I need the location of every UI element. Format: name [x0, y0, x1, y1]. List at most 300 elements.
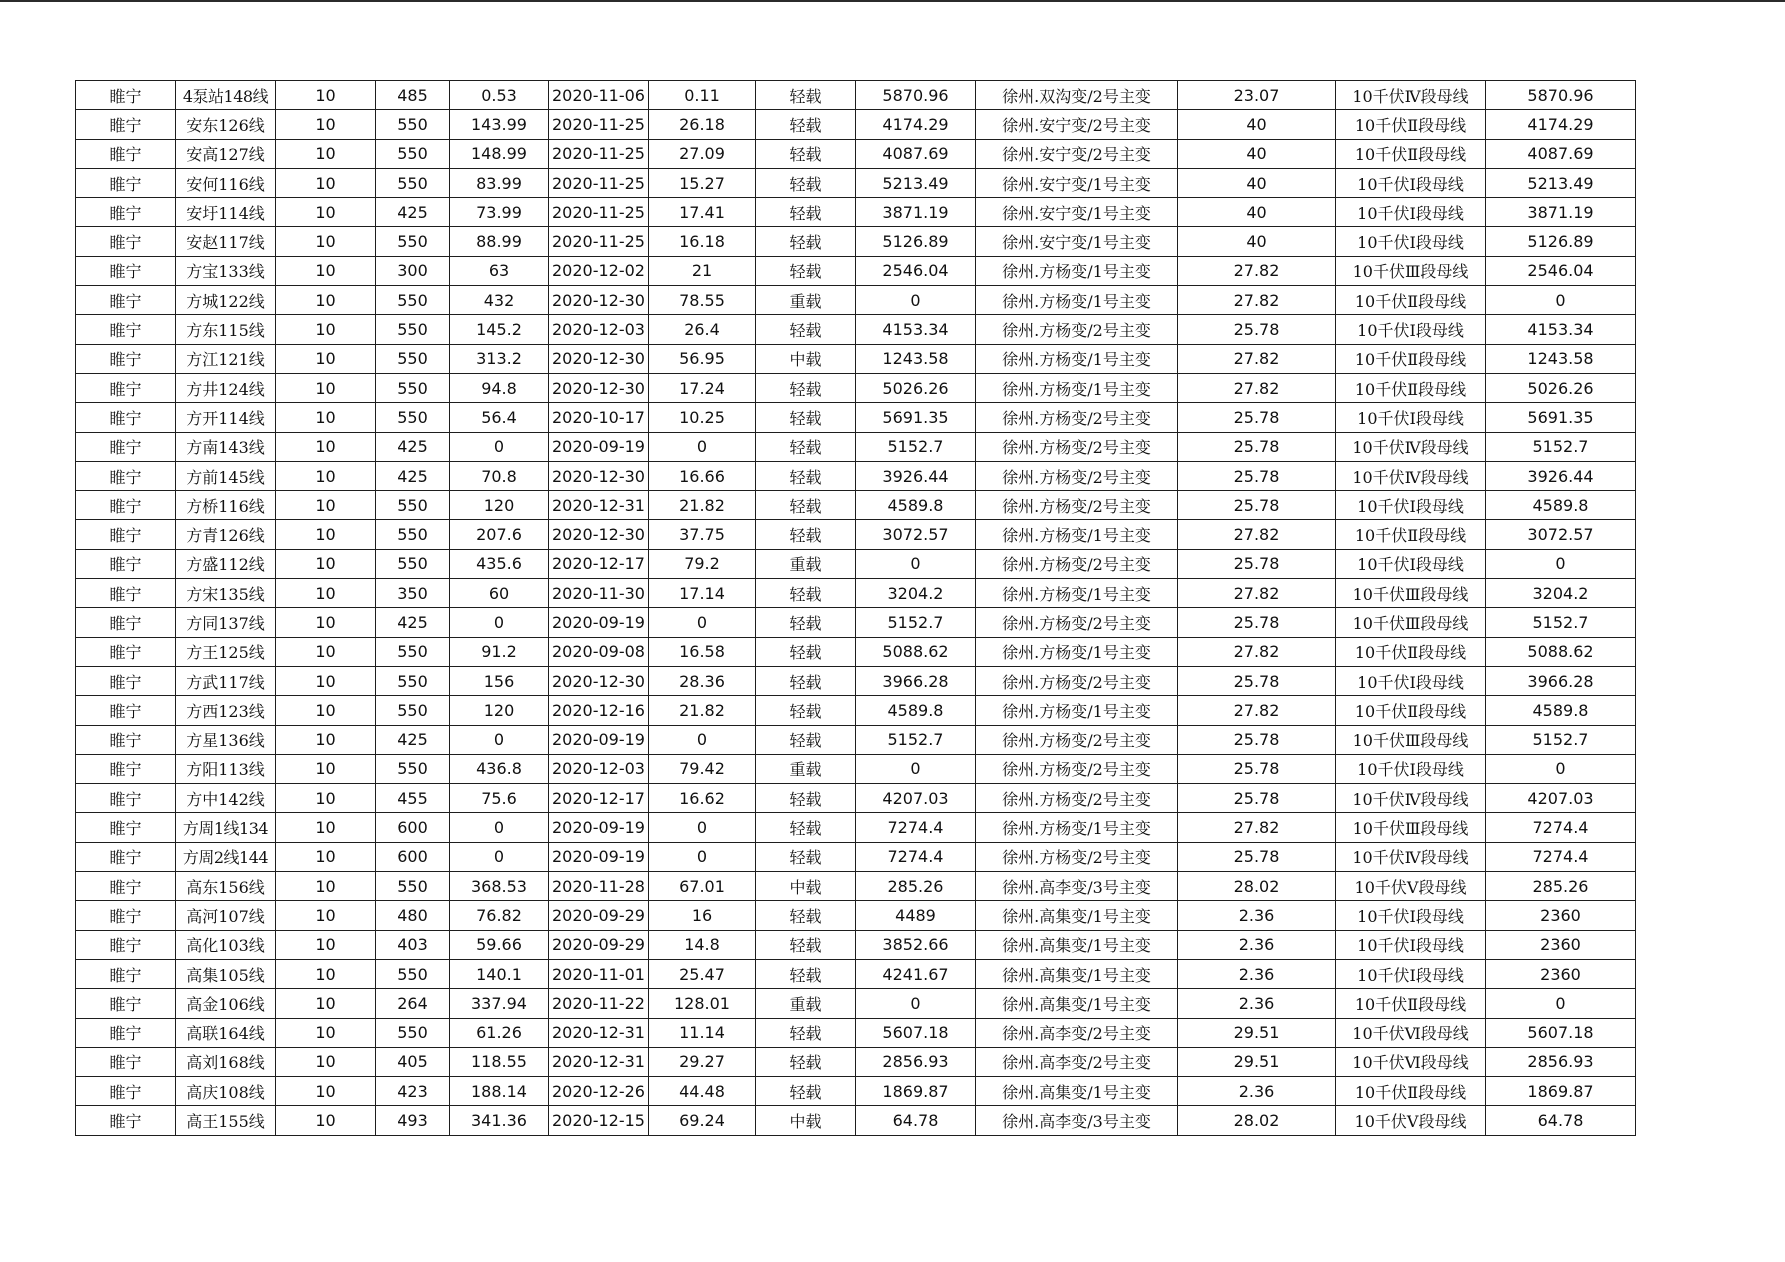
remaining-capacity-cell: 3072.57	[1486, 520, 1636, 549]
load-status-cell: 轻载	[756, 959, 856, 988]
transformer-load-cell: 25.78	[1178, 549, 1336, 578]
remaining-capacity-cell: 4174.29	[1486, 110, 1636, 139]
transformer-cell: 徐州.方杨变/1号主变	[976, 696, 1178, 725]
table-row	[76, 725, 1636, 754]
county-cell: 睢宁	[76, 1077, 176, 1106]
line-name-cell: 方西123线	[176, 696, 276, 725]
date-cell: 2020-09-19	[549, 608, 649, 637]
table-row	[76, 696, 1636, 725]
max-load-cell: 436.8	[450, 754, 549, 783]
county-cell: 睢宁	[76, 959, 176, 988]
voltage-cell: 10	[276, 842, 376, 871]
load-rate-cell: 16.18	[649, 227, 756, 256]
capacity-cell: 264	[376, 989, 450, 1018]
county-cell: 睢宁	[76, 813, 176, 842]
bus-section-cell: 10千伏Ⅱ段母线	[1336, 373, 1486, 402]
bus-section-cell: 10千伏Ⅱ段母线	[1336, 637, 1486, 666]
transformer-cell: 徐州.高集变/1号主变	[976, 1077, 1178, 1106]
remaining-capacity-cell: 5152.7	[1486, 432, 1636, 461]
table-row	[76, 666, 1636, 695]
capacity-cell: 550	[376, 403, 450, 432]
bus-section-cell: 10千伏Ⅳ段母线	[1336, 784, 1486, 813]
line-name-cell: 方周1线134	[176, 813, 276, 842]
load-status-cell: 重载	[756, 754, 856, 783]
max-load-cell: 0	[450, 725, 549, 754]
line-name-cell: 高联164线	[176, 1018, 276, 1047]
line-name-cell: 方青126线	[176, 520, 276, 549]
remaining-capacity-cell: 1869.87	[1486, 1077, 1636, 1106]
load-rate-cell: 10.25	[649, 403, 756, 432]
date-cell: 2020-11-01	[549, 959, 649, 988]
table-row	[76, 549, 1636, 578]
remaining-capacity-cell: 4153.34	[1486, 315, 1636, 344]
load-rate-cell: 0	[649, 432, 756, 461]
line-name-cell: 方中142线	[176, 784, 276, 813]
transformer-load-cell: 40	[1178, 110, 1336, 139]
capacity-cell: 350	[376, 579, 450, 608]
capacity-cell: 550	[376, 286, 450, 315]
bus-section-cell: 10千伏Ⅵ段母线	[1336, 1018, 1486, 1047]
date-cell: 2020-09-29	[549, 930, 649, 959]
bus-section-cell: 10千伏Ⅰ段母线	[1336, 754, 1486, 783]
transformer-cell: 徐州.高集变/1号主变	[976, 959, 1178, 988]
bus-section-cell: 10千伏Ⅲ段母线	[1336, 813, 1486, 842]
transformer-load-cell: 40	[1178, 227, 1336, 256]
transformer-load-cell: 28.02	[1178, 1106, 1336, 1135]
county-cell: 睢宁	[76, 842, 176, 871]
available-capacity-cell: 5126.89	[856, 227, 976, 256]
transformer-load-cell: 25.78	[1178, 725, 1336, 754]
table-row	[76, 1047, 1636, 1076]
load-status-cell: 轻载	[756, 461, 856, 490]
load-rate-cell: 17.14	[649, 579, 756, 608]
load-status-cell: 轻载	[756, 1047, 856, 1076]
capacity-cell: 403	[376, 930, 450, 959]
table-row	[76, 813, 1636, 842]
line-name-cell: 高河107线	[176, 901, 276, 930]
county-cell: 睢宁	[76, 930, 176, 959]
capacity-cell: 485	[376, 81, 450, 110]
county-cell: 睢宁	[76, 1106, 176, 1135]
load-status-cell: 轻载	[756, 403, 856, 432]
max-load-cell: 207.6	[450, 520, 549, 549]
load-rate-cell: 79.2	[649, 549, 756, 578]
bus-section-cell: 10千伏Ⅳ段母线	[1336, 842, 1486, 871]
table-row	[76, 110, 1636, 139]
transformer-load-cell: 25.78	[1178, 842, 1336, 871]
capacity-cell: 425	[376, 725, 450, 754]
table-row	[76, 520, 1636, 549]
max-load-cell: 0	[450, 842, 549, 871]
load-status-cell: 中载	[756, 344, 856, 373]
available-capacity-cell: 2856.93	[856, 1047, 976, 1076]
table-row	[76, 403, 1636, 432]
bus-section-cell: 10千伏Ⅱ段母线	[1336, 520, 1486, 549]
voltage-cell: 10	[276, 813, 376, 842]
capacity-cell: 493	[376, 1106, 450, 1135]
table-row	[76, 432, 1636, 461]
remaining-capacity-cell: 2856.93	[1486, 1047, 1636, 1076]
load-status-cell: 重载	[756, 989, 856, 1018]
county-cell: 睢宁	[76, 110, 176, 139]
max-load-cell: 140.1	[450, 959, 549, 988]
available-capacity-cell: 0	[856, 989, 976, 1018]
table-row	[76, 842, 1636, 871]
line-name-cell: 方城122线	[176, 286, 276, 315]
voltage-cell: 10	[276, 256, 376, 285]
transformer-cell: 徐州.方杨变/1号主变	[976, 520, 1178, 549]
table-row	[76, 1106, 1636, 1135]
max-load-cell: 73.99	[450, 198, 549, 227]
available-capacity-cell: 4153.34	[856, 315, 976, 344]
load-rate-cell: 16	[649, 901, 756, 930]
transformer-load-cell: 2.36	[1178, 989, 1336, 1018]
remaining-capacity-cell: 1243.58	[1486, 344, 1636, 373]
load-status-cell: 中载	[756, 1106, 856, 1135]
available-capacity-cell: 4241.67	[856, 959, 976, 988]
table-row	[76, 872, 1636, 901]
feeder-load-table	[75, 80, 1636, 1136]
available-capacity-cell: 5213.49	[856, 168, 976, 197]
voltage-cell: 10	[276, 754, 376, 783]
voltage-cell: 10	[276, 696, 376, 725]
transformer-cell: 徐州.方杨变/2号主变	[976, 491, 1178, 520]
date-cell: 2020-11-25	[549, 227, 649, 256]
voltage-cell: 10	[276, 139, 376, 168]
transformer-cell: 徐州.方杨变/2号主变	[976, 725, 1178, 754]
county-cell: 睢宁	[76, 168, 176, 197]
table-row	[76, 579, 1636, 608]
county-cell: 睢宁	[76, 989, 176, 1018]
voltage-cell: 10	[276, 403, 376, 432]
line-name-cell: 方江121线	[176, 344, 276, 373]
line-name-cell: 方王125线	[176, 637, 276, 666]
load-status-cell: 中载	[756, 872, 856, 901]
max-load-cell: 0	[450, 608, 549, 637]
transformer-cell: 徐州.方杨变/2号主变	[976, 432, 1178, 461]
voltage-cell: 10	[276, 637, 376, 666]
load-rate-cell: 26.18	[649, 110, 756, 139]
available-capacity-cell: 5152.7	[856, 432, 976, 461]
load-rate-cell: 0.11	[649, 81, 756, 110]
bus-section-cell: 10千伏Ⅰ段母线	[1336, 549, 1486, 578]
max-load-cell: 60	[450, 579, 549, 608]
voltage-cell: 10	[276, 666, 376, 695]
transformer-cell: 徐州.方杨变/2号主变	[976, 549, 1178, 578]
available-capacity-cell: 3966.28	[856, 666, 976, 695]
capacity-cell: 550	[376, 344, 450, 373]
line-name-cell: 高刘168线	[176, 1047, 276, 1076]
voltage-cell: 10	[276, 872, 376, 901]
bus-section-cell: 10千伏Ⅱ段母线	[1336, 696, 1486, 725]
transformer-cell: 徐州.方杨变/2号主变	[976, 754, 1178, 783]
transformer-load-cell: 25.78	[1178, 461, 1336, 490]
county-cell: 睢宁	[76, 872, 176, 901]
county-cell: 睢宁	[76, 784, 176, 813]
transformer-cell: 徐州.方杨变/1号主变	[976, 344, 1178, 373]
transformer-cell: 徐州.高集变/1号主变	[976, 930, 1178, 959]
bus-section-cell: 10千伏Ⅴ段母线	[1336, 1106, 1486, 1135]
county-cell: 睢宁	[76, 315, 176, 344]
date-cell: 2020-09-19	[549, 432, 649, 461]
bus-section-cell: 10千伏Ⅲ段母线	[1336, 256, 1486, 285]
transformer-load-cell: 27.82	[1178, 373, 1336, 402]
max-load-cell: 368.53	[450, 872, 549, 901]
remaining-capacity-cell: 0	[1486, 286, 1636, 315]
max-load-cell: 59.66	[450, 930, 549, 959]
available-capacity-cell: 64.78	[856, 1106, 976, 1135]
table-row	[76, 198, 1636, 227]
bus-section-cell: 10千伏Ⅰ段母线	[1336, 227, 1486, 256]
date-cell: 2020-12-30	[549, 666, 649, 695]
transformer-cell: 徐州.方杨变/1号主变	[976, 256, 1178, 285]
top-rule	[0, 0, 1785, 2]
transformer-cell: 徐州.方杨变/1号主变	[976, 637, 1178, 666]
county-cell: 睢宁	[76, 520, 176, 549]
capacity-cell: 550	[376, 959, 450, 988]
load-status-cell: 轻载	[756, 168, 856, 197]
capacity-cell: 600	[376, 842, 450, 871]
available-capacity-cell: 4174.29	[856, 110, 976, 139]
voltage-cell: 10	[276, 227, 376, 256]
line-name-cell: 高庆108线	[176, 1077, 276, 1106]
remaining-capacity-cell: 5870.96	[1486, 81, 1636, 110]
date-cell: 2020-11-06	[549, 81, 649, 110]
capacity-cell: 455	[376, 784, 450, 813]
bus-section-cell: 10千伏Ⅰ段母线	[1336, 315, 1486, 344]
remaining-capacity-cell: 5691.35	[1486, 403, 1636, 432]
table-row	[76, 139, 1636, 168]
capacity-cell: 405	[376, 1047, 450, 1076]
max-load-cell: 56.4	[450, 403, 549, 432]
remaining-capacity-cell: 5152.7	[1486, 725, 1636, 754]
transformer-load-cell: 27.82	[1178, 579, 1336, 608]
load-rate-cell: 67.01	[649, 872, 756, 901]
load-rate-cell: 37.75	[649, 520, 756, 549]
load-status-cell: 轻载	[756, 139, 856, 168]
transformer-cell: 徐州.方杨变/1号主变	[976, 286, 1178, 315]
bus-section-cell: 10千伏Ⅰ段母线	[1336, 901, 1486, 930]
load-rate-cell: 15.27	[649, 168, 756, 197]
voltage-cell: 10	[276, 373, 376, 402]
load-status-cell: 轻载	[756, 198, 856, 227]
transformer-load-cell: 2.36	[1178, 901, 1336, 930]
available-capacity-cell: 3926.44	[856, 461, 976, 490]
county-cell: 睢宁	[76, 286, 176, 315]
table-row	[76, 373, 1636, 402]
county-cell: 睢宁	[76, 256, 176, 285]
remaining-capacity-cell: 2360	[1486, 959, 1636, 988]
capacity-cell: 550	[376, 227, 450, 256]
capacity-cell: 550	[376, 549, 450, 578]
bus-section-cell: 10千伏Ⅲ段母线	[1336, 579, 1486, 608]
transformer-load-cell: 25.78	[1178, 315, 1336, 344]
table-row	[76, 461, 1636, 490]
county-cell: 睢宁	[76, 608, 176, 637]
table-row	[76, 989, 1636, 1018]
bus-section-cell: 10千伏Ⅱ段母线	[1336, 344, 1486, 373]
load-status-cell: 重载	[756, 286, 856, 315]
load-status-cell: 轻载	[756, 373, 856, 402]
table-row	[76, 491, 1636, 520]
remaining-capacity-cell: 7274.4	[1486, 842, 1636, 871]
remaining-capacity-cell: 0	[1486, 754, 1636, 783]
bus-section-cell: 10千伏Ⅰ段母线	[1336, 959, 1486, 988]
table-row	[76, 608, 1636, 637]
date-cell: 2020-09-19	[549, 813, 649, 842]
voltage-cell: 10	[276, 491, 376, 520]
load-status-cell: 轻载	[756, 637, 856, 666]
max-load-cell: 188.14	[450, 1077, 549, 1106]
available-capacity-cell: 7274.4	[856, 813, 976, 842]
line-name-cell: 方前145线	[176, 461, 276, 490]
line-name-cell: 方同137线	[176, 608, 276, 637]
transformer-load-cell: 29.51	[1178, 1047, 1336, 1076]
date-cell: 2020-12-03	[549, 315, 649, 344]
remaining-capacity-cell: 5026.26	[1486, 373, 1636, 402]
load-rate-cell: 56.95	[649, 344, 756, 373]
line-name-cell: 安东126线	[176, 110, 276, 139]
transformer-cell: 徐州.方杨变/1号主变	[976, 813, 1178, 842]
transformer-load-cell: 2.36	[1178, 959, 1336, 988]
max-load-cell: 88.99	[450, 227, 549, 256]
load-rate-cell: 0	[649, 608, 756, 637]
table-body	[76, 81, 1636, 1136]
remaining-capacity-cell: 4589.8	[1486, 491, 1636, 520]
max-load-cell: 91.2	[450, 637, 549, 666]
voltage-cell: 10	[276, 725, 376, 754]
remaining-capacity-cell: 5152.7	[1486, 608, 1636, 637]
capacity-cell: 425	[376, 608, 450, 637]
max-load-cell: 61.26	[450, 1018, 549, 1047]
date-cell: 2020-10-17	[549, 403, 649, 432]
transformer-load-cell: 27.82	[1178, 520, 1336, 549]
remaining-capacity-cell: 5607.18	[1486, 1018, 1636, 1047]
voltage-cell: 10	[276, 461, 376, 490]
line-name-cell: 方开114线	[176, 403, 276, 432]
remaining-capacity-cell: 4207.03	[1486, 784, 1636, 813]
table-row	[76, 1018, 1636, 1047]
capacity-cell: 550	[376, 696, 450, 725]
remaining-capacity-cell: 3204.2	[1486, 579, 1636, 608]
county-cell: 睢宁	[76, 344, 176, 373]
transformer-cell: 徐州.安宁变/1号主变	[976, 227, 1178, 256]
capacity-cell: 425	[376, 198, 450, 227]
max-load-cell: 76.82	[450, 901, 549, 930]
line-name-cell: 方阳113线	[176, 754, 276, 783]
line-name-cell: 高东156线	[176, 872, 276, 901]
transformer-load-cell: 40	[1178, 168, 1336, 197]
voltage-cell: 10	[276, 784, 376, 813]
date-cell: 2020-11-28	[549, 872, 649, 901]
load-rate-cell: 16.66	[649, 461, 756, 490]
transformer-load-cell: 25.78	[1178, 666, 1336, 695]
bus-section-cell: 10千伏Ⅰ段母线	[1336, 168, 1486, 197]
voltage-cell: 10	[276, 1077, 376, 1106]
available-capacity-cell: 5088.62	[856, 637, 976, 666]
transformer-load-cell: 2.36	[1178, 930, 1336, 959]
max-load-cell: 94.8	[450, 373, 549, 402]
load-status-cell: 轻载	[756, 227, 856, 256]
date-cell: 2020-12-31	[549, 1047, 649, 1076]
voltage-cell: 10	[276, 432, 376, 461]
line-name-cell: 方东115线	[176, 315, 276, 344]
load-rate-cell: 78.55	[649, 286, 756, 315]
capacity-cell: 423	[376, 1077, 450, 1106]
remaining-capacity-cell: 64.78	[1486, 1106, 1636, 1135]
county-cell: 睢宁	[76, 901, 176, 930]
transformer-cell: 徐州.安宁变/2号主变	[976, 110, 1178, 139]
max-load-cell: 0.53	[450, 81, 549, 110]
load-status-cell: 轻载	[756, 81, 856, 110]
max-load-cell: 156	[450, 666, 549, 695]
remaining-capacity-cell: 285.26	[1486, 872, 1636, 901]
available-capacity-cell: 4489	[856, 901, 976, 930]
transformer-load-cell: 23.07	[1178, 81, 1336, 110]
available-capacity-cell: 3871.19	[856, 198, 976, 227]
load-rate-cell: 0	[649, 813, 756, 842]
table-row	[76, 286, 1636, 315]
line-name-cell: 高集105线	[176, 959, 276, 988]
date-cell: 2020-12-02	[549, 256, 649, 285]
date-cell: 2020-09-19	[549, 725, 649, 754]
max-load-cell: 145.2	[450, 315, 549, 344]
transformer-load-cell: 2.36	[1178, 1077, 1336, 1106]
remaining-capacity-cell: 0	[1486, 989, 1636, 1018]
remaining-capacity-cell: 5126.89	[1486, 227, 1636, 256]
max-load-cell: 75.6	[450, 784, 549, 813]
bus-section-cell: 10千伏Ⅱ段母线	[1336, 1077, 1486, 1106]
voltage-cell: 10	[276, 1047, 376, 1076]
remaining-capacity-cell: 4589.8	[1486, 696, 1636, 725]
date-cell: 2020-12-17	[549, 784, 649, 813]
load-status-cell: 轻载	[756, 432, 856, 461]
capacity-cell: 425	[376, 461, 450, 490]
line-name-cell: 方星136线	[176, 725, 276, 754]
line-name-cell: 安赵117线	[176, 227, 276, 256]
transformer-load-cell: 25.78	[1178, 432, 1336, 461]
transformer-load-cell: 27.82	[1178, 696, 1336, 725]
county-cell: 睢宁	[76, 637, 176, 666]
transformer-load-cell: 25.78	[1178, 403, 1336, 432]
date-cell: 2020-09-29	[549, 901, 649, 930]
capacity-cell: 300	[376, 256, 450, 285]
transformer-load-cell: 27.82	[1178, 637, 1336, 666]
county-cell: 睢宁	[76, 139, 176, 168]
date-cell: 2020-11-30	[549, 579, 649, 608]
line-name-cell: 方井124线	[176, 373, 276, 402]
bus-section-cell: 10千伏Ⅵ段母线	[1336, 1047, 1486, 1076]
voltage-cell: 10	[276, 549, 376, 578]
load-rate-cell: 16.58	[649, 637, 756, 666]
capacity-cell: 425	[376, 432, 450, 461]
transformer-cell: 徐州.方杨变/1号主变	[976, 579, 1178, 608]
max-load-cell: 143.99	[450, 110, 549, 139]
available-capacity-cell: 4087.69	[856, 139, 976, 168]
remaining-capacity-cell: 0	[1486, 549, 1636, 578]
available-capacity-cell: 2546.04	[856, 256, 976, 285]
load-rate-cell: 25.47	[649, 959, 756, 988]
available-capacity-cell: 3852.66	[856, 930, 976, 959]
load-status-cell: 轻载	[756, 666, 856, 695]
load-rate-cell: 21.82	[649, 696, 756, 725]
table-row	[76, 784, 1636, 813]
max-load-cell: 148.99	[450, 139, 549, 168]
max-load-cell: 341.36	[450, 1106, 549, 1135]
available-capacity-cell: 0	[856, 549, 976, 578]
table-row	[76, 256, 1636, 285]
date-cell: 2020-12-31	[549, 491, 649, 520]
